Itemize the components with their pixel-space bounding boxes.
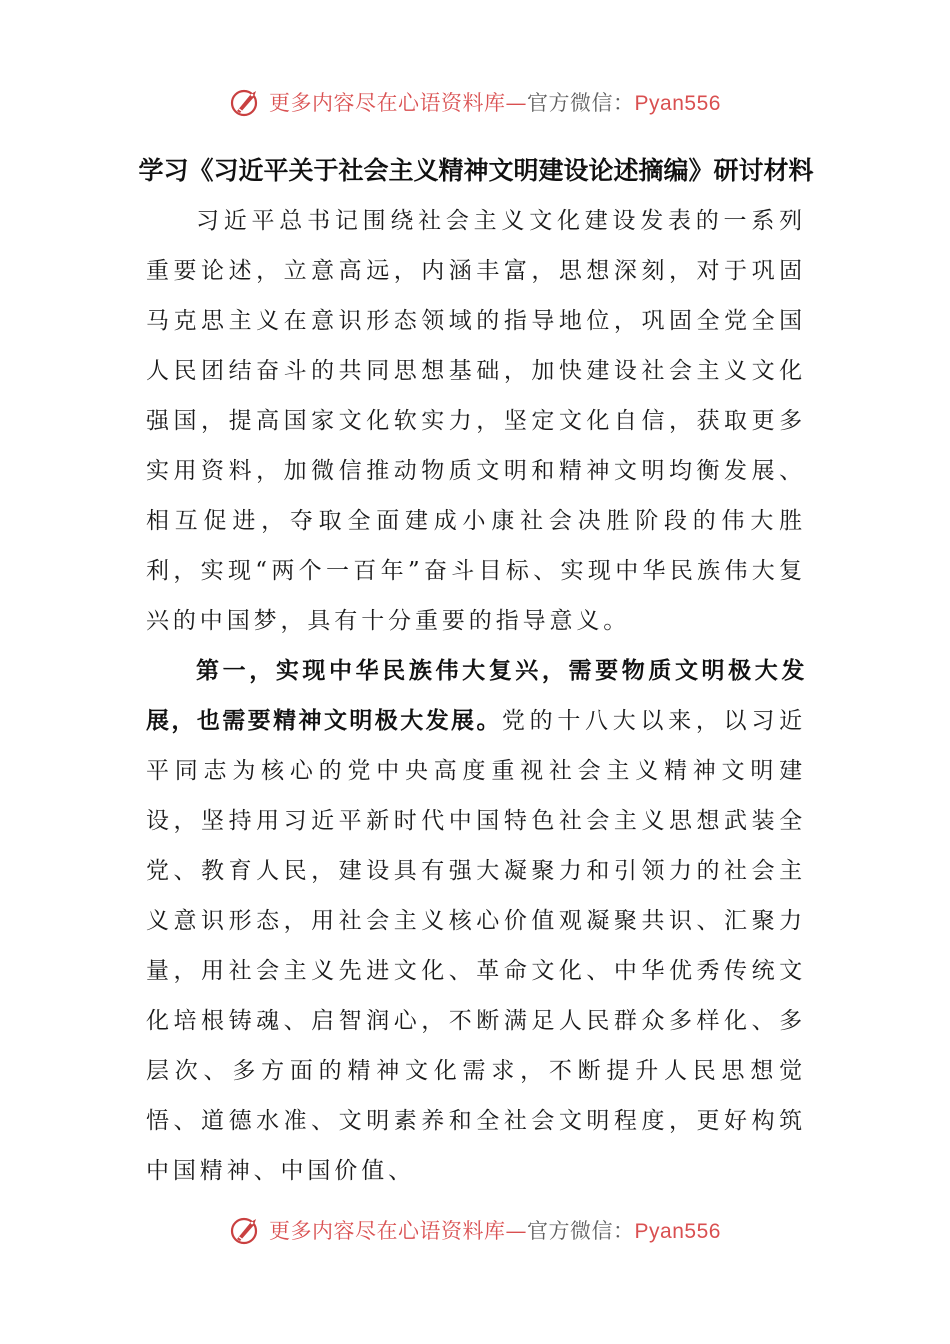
pen-nib-circle-icon <box>229 85 263 119</box>
document-body <box>138 146 814 1196</box>
watermark-wechat-label: 官方微信： <box>527 91 635 115</box>
document-title: 学习《习近平关于社会主义精神文明建设论述摘编》研讨材料 <box>138 156 814 185</box>
pen-nib-circle-icon <box>229 1213 263 1247</box>
paragraph-intro-text: 习近平总书记围绕社会主义文化建设发表的一系列重要论述，立意高远，内涵丰富，思想深刻，对于巩固马克思主义在意识形态领域的指导地位，巩固全党全国人民团结奋斗的共同思想基础，加快建设社会主义文化强国，提高国家文化软实力，坚定文化自信，获取更多实用资料，加微信推动物质文明和精神文明均衡发展、相互促进，夺取全面建成小康社会决胜阶段的伟大胜利，实现“两个一百年”奋斗目标、实现中华民族伟大复兴的中国梦，具有十分重要的指导意义。 <box>146 208 806 634</box>
paragraph-first-point <box>146 646 806 1196</box>
watermark-wechat-id: Pyan556 <box>634 92 721 115</box>
watermark-site-text: 更多内容尽在心语资料库— <box>269 91 528 115</box>
footer-watermark-banner <box>0 1210 950 1250</box>
watermark-site-text: 更多内容尽在心语资料库— <box>269 1219 528 1243</box>
watermark-text <box>269 1215 721 1245</box>
header-watermark-banner <box>0 82 950 122</box>
paragraph-intro <box>146 196 806 646</box>
paragraph-first-point-lead: 第一，实现中华民族伟大复兴，需要物质文明极大发展，也需要精神文明极大发展。 <box>146 658 806 734</box>
watermark-text <box>269 87 721 117</box>
watermark-wechat-label: 官方微信： <box>527 1219 635 1243</box>
watermark-wechat-id: Pyan556 <box>634 1220 721 1243</box>
paragraph-first-point-text: 党的十八大以来，以习近平同志为核心的党中央高度重视社会主义精神文明建设，坚持用习近平新时代中国特色社会主义思想武装全党、教育人民，建设具有强大凝聚力和引领力的社会主义意识形态，用社会主义核心价值观凝聚共识、汇聚力量，用社会主义先进文化、革命文化、中华优秀传统文化培根铸魂、启智润心，不断满足人民群众多样化、多层次、多方面的精神文化需求，不断提升人民思想觉悟、道德水准、文明素养和全社会文明程度，更好构筑中国精神、中国价值、 <box>146 708 806 1184</box>
